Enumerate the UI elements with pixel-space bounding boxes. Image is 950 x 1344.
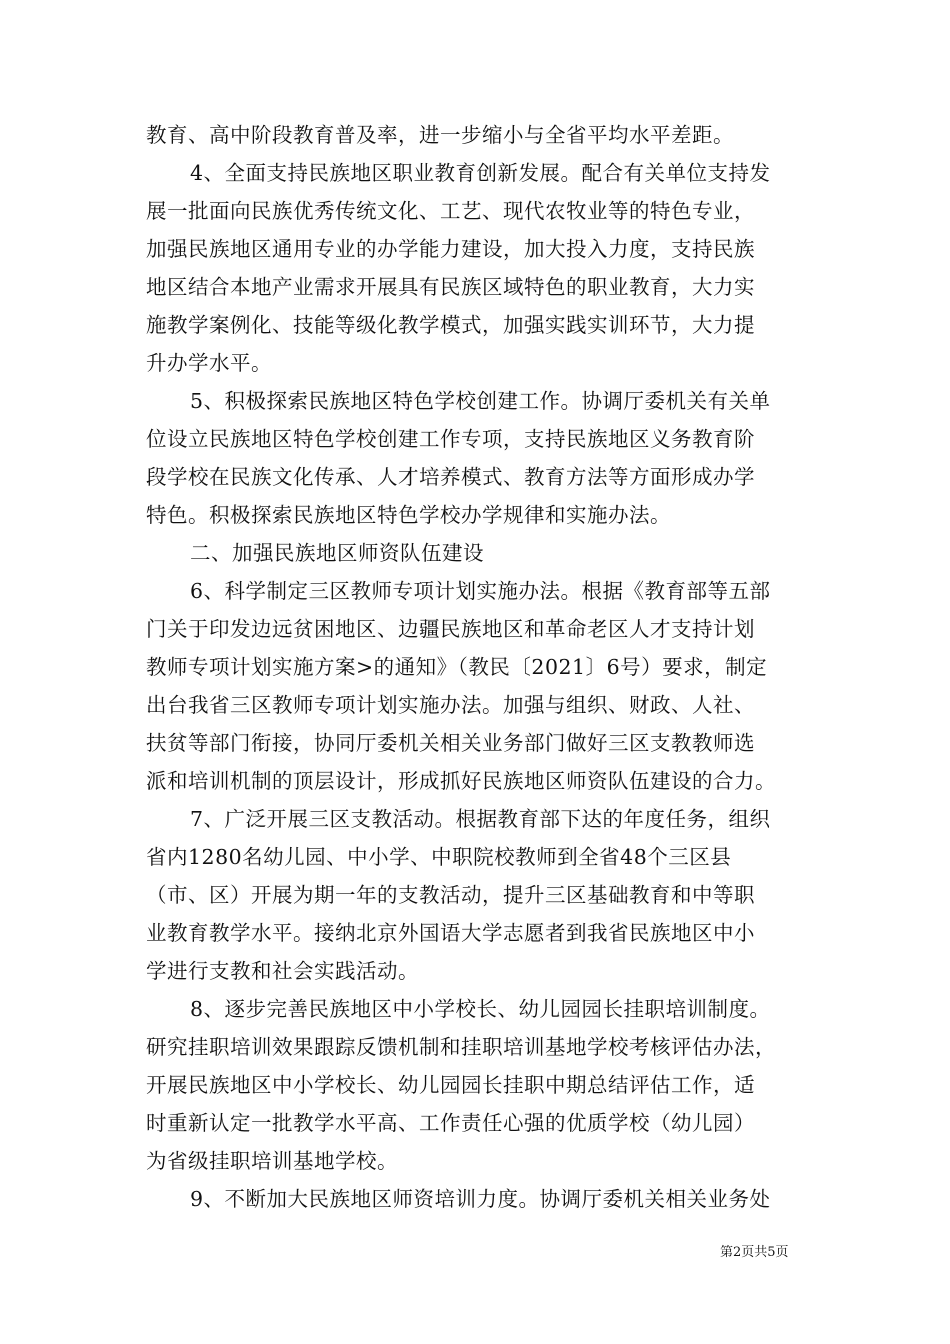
paragraph-line: 时重新认定一批教学水平高、工作责任心强的优质学校（幼儿园） bbox=[146, 1111, 755, 1135]
paragraph-line: 教育、高中阶段教育普及率，进一步缩小与全省平均水平差距。 bbox=[146, 123, 734, 147]
paragraph-line: 省内1280名幼儿园、中小学、中职院校教师到全省48个三区县 bbox=[146, 845, 732, 869]
paragraph-line: 派和培训机制的顶层设计，形成抓好民族地区师资队伍建设的合力。 bbox=[146, 769, 776, 793]
paragraph-line: 研究挂职培训效果跟踪反馈机制和挂职培训基地学校考核评估办法， bbox=[146, 1035, 776, 1059]
paragraph-line: 特色。积极探索民族地区特色学校办学规律和实施办法。 bbox=[146, 503, 671, 527]
paragraph-line: 门关于印发边远贫困地区、边疆民族地区和革命老区人才支持计划 bbox=[146, 617, 755, 641]
paragraph-line: 业教育教学水平。接纳北京外国语大学志愿者到我省民族地区中小 bbox=[146, 921, 755, 945]
paragraph-line: 段学校在民族文化传承、人才培养模式、教育方法等方面形成办学 bbox=[146, 465, 755, 489]
paragraph-line: 6、科学制定三区教师专项计划实施办法。根据《教育部等五部 bbox=[190, 579, 771, 603]
paragraph-line: 位设立民族地区特色学校创建工作专项，支持民族地区义务教育阶 bbox=[146, 427, 755, 451]
paragraph-line: 学进行支教和社会实践活动。 bbox=[146, 959, 419, 983]
paragraph-line: 教师专项计划实施方案>的通知》（教民〔2021〕6号）要求，制定 bbox=[146, 655, 768, 679]
paragraph-line: 为省级挂职培训基地学校。 bbox=[146, 1149, 398, 1173]
paragraph-line: 升办学水平。 bbox=[146, 351, 272, 375]
paragraph-line: 9、不断加大民族地区师资培训力度。协调厅委机关相关业务处 bbox=[190, 1187, 771, 1211]
paragraph-line: 地区结合本地产业需求开展具有民族区域特色的职业教育，大力实 bbox=[146, 275, 755, 299]
paragraph-line: （市、区）开展为期一年的支教活动，提升三区基础教育和中等职 bbox=[146, 883, 755, 907]
paragraph-line: 展一批面向民族优秀传统文化、工艺、现代农牧业等的特色专业， bbox=[146, 199, 755, 223]
paragraph-line: 扶贫等部门衔接，协同厅委机关相关业务部门做好三区支教教师选 bbox=[146, 731, 755, 755]
paragraph-line: 加强民族地区通用专业的办学能力建设，加大投入力度，支持民族 bbox=[146, 237, 755, 261]
section-heading: 二、加强民族地区师资队伍建设 bbox=[190, 541, 484, 565]
paragraph-line: 施教学案例化、技能等级化教学模式，加强实践实训环节，大力提 bbox=[146, 313, 755, 337]
paragraph-line: 开展民族地区中小学校长、幼儿园园长挂职中期总结评估工作，适 bbox=[146, 1073, 755, 1097]
page-number-footer: 第2页共5页 bbox=[720, 1245, 789, 1260]
paragraph-line: 8、逐步完善民族地区中小学校长、幼儿园园长挂职培训制度。 bbox=[190, 997, 771, 1021]
paragraph-line: 出台我省三区教师专项计划实施办法。加强与组织、财政、人社、 bbox=[146, 693, 755, 717]
paragraph-line: 4、全面支持民族地区职业教育创新发展。配合有关单位支持发 bbox=[190, 161, 771, 185]
paragraph-line: 7、广泛开展三区支教活动。根据教育部下达的年度任务，组织 bbox=[190, 807, 771, 831]
paragraph-line: 5、积极探索民族地区特色学校创建工作。协调厅委机关有关单 bbox=[190, 389, 771, 413]
